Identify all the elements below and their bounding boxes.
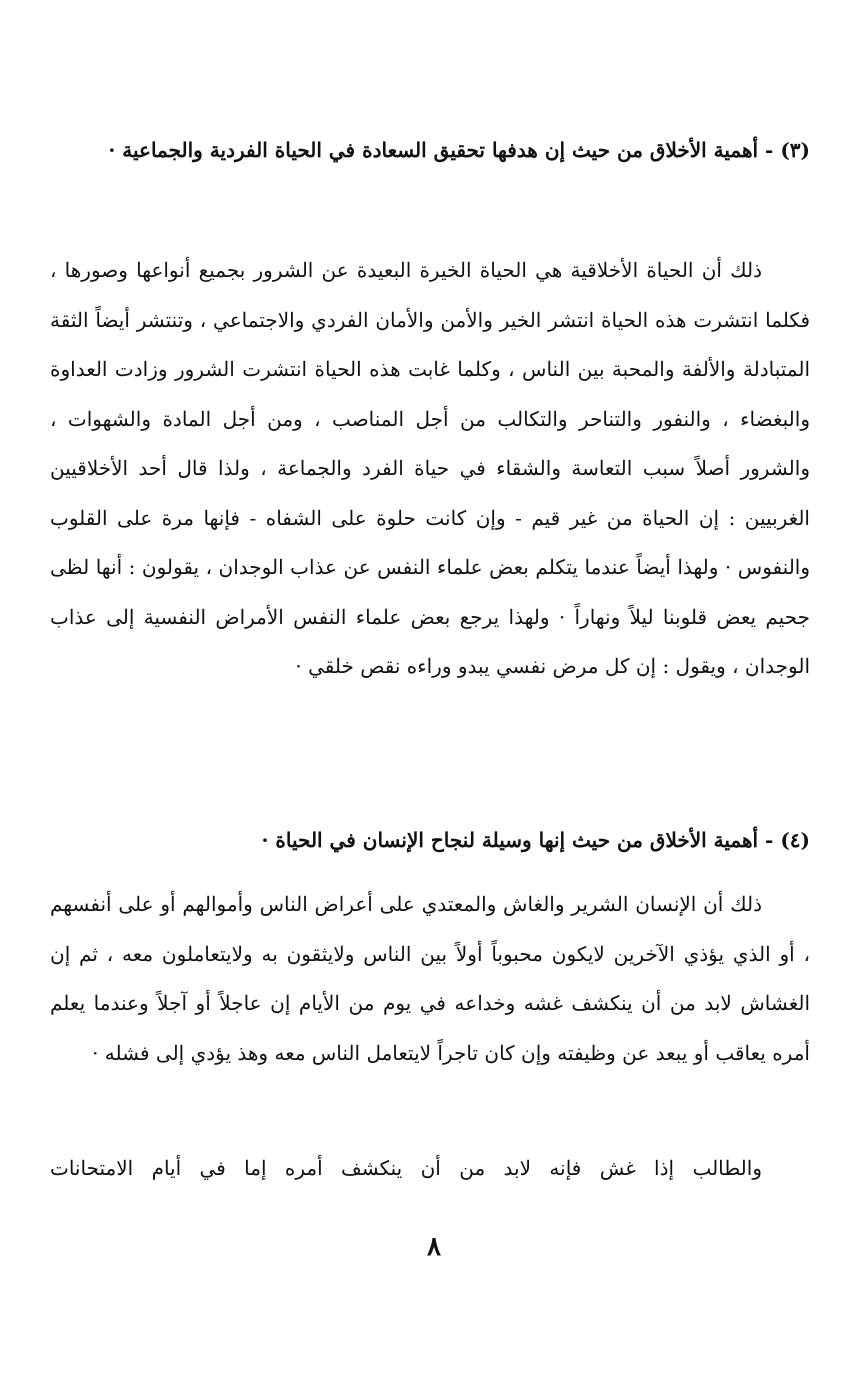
page-number: ٨ bbox=[427, 1232, 441, 1262]
continuation-text: والطالب إذا غش فإنه لابد من أن ينكشف أمره إما في أيام الامتحانات bbox=[50, 1156, 762, 1180]
continuation-paragraph bbox=[50, 1144, 810, 1194]
section-4-heading: (٤) - أهمية الأخلاق من حيث إنها وسيلة لنجاح الإنسان في الحياة · bbox=[261, 828, 810, 852]
section-4-paragraph: ذلك أن الإنسان الشرير والغاش والمعتدي على أعراض الناس وأموالهم أو على أنفسهم ، أو الذي يؤذي الآخرين لايكون محبوباً أولاً بين الناس ولايثقون به ولايتعاملون معه ، ثم إن الغشاش لابد من أن ينكشف غشه وخداعه في يوم من الأيام إن عاجلاً أو آجلاً وعندما يعلم أمره يعاقب أو يبعد عن وظيفته وإن كان تاجراً لايتعامل الناس معه وهذ يؤدي إلى فشله · bbox=[50, 892, 810, 1065]
section-3-heading: (٣) - أهمية الأخلاق من حيث إن هدفها تحقيق السعادة في الحياة الفردية والجماعية · bbox=[108, 138, 810, 162]
section-3-paragraph: ذلك أن الحياة الأخلاقية هي الحياة الخيرة البعيدة عن الشرور بجميع أنواعها وصورها ، فكلما انتشرت هذه الحياة انتشر الخير والأمن والأمان الفردي والاجتماعي ، وتنتشر أيضاً الثقة المتبادلة والألفة والمحبة بين الناس ، وكلما غابت هذه الحياة انتشرت الشرور وزادت العداوة والبغضاء ، والنفور والتناحر والتكالب من أجل المناصب ، ومن أجل المادة والشهوات ، والشرور أصلاً سبب التعاسة والشقاء في حياة الفرد والجماعة ، ولذا قال أحد الأخلاقيين الغربيين : إن الحياة من غير قيم - وإن كانت حلوة على الشفاه - فإنها مرة على القلوب والنفوس · ولهذا أيضاً عندما يتكلم بعض علماء النفس عن عذاب الوجدان ، يقولون : أنها لظى جحيم يعض قلوبنا ليلاً ونهاراً · ولهذا يرجع بعض علماء النفس الأمراض النفسية إلى عذاب الوجدان ، ويقول : إن كل مرض نفسي يبدو وراءه نقص خلقي · bbox=[50, 258, 810, 678]
